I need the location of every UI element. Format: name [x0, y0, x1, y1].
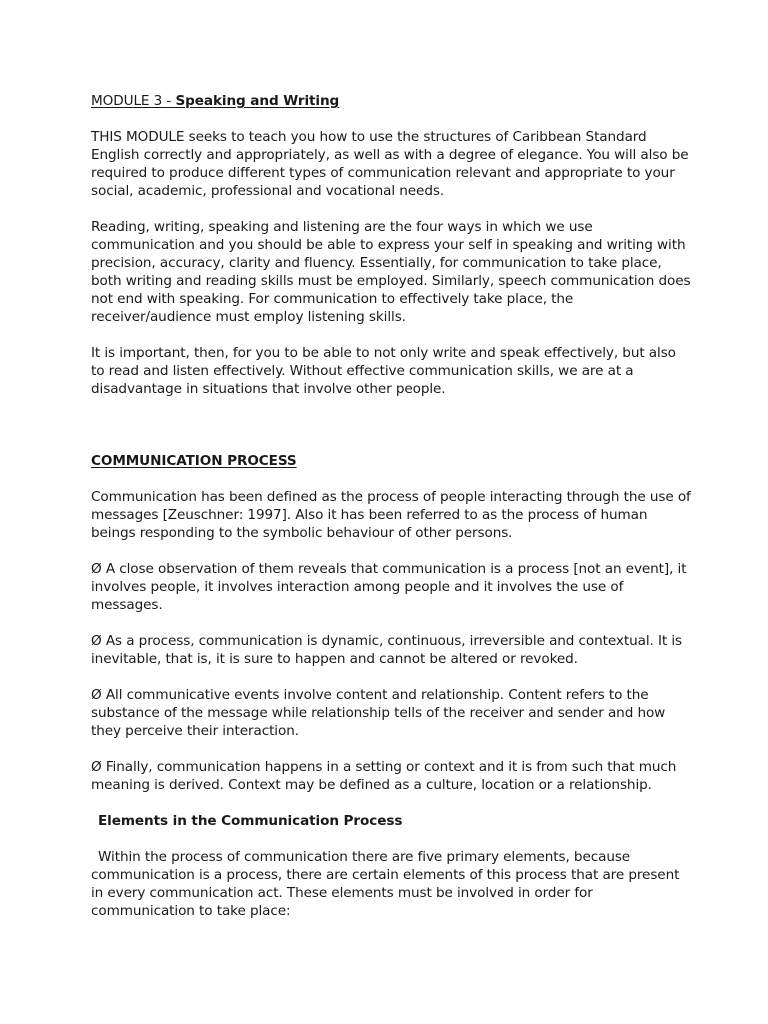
elements-paragraph: Within the process of communication there are five primary elements, because communication is a process, there are certain elements of this process that are present in every communication act. These elements must be involved in order for communication to take place:: [91, 849, 680, 919]
document-page: [91, 92, 691, 920]
point-paragraph-2: Ø As a process, communication is dynamic, continuous, irreversible and contextual. It is inevitable, that is, it is sure to happen and cannot be altered or revoked.: [91, 633, 682, 667]
point-paragraph-1: Ø A close observation of them reveals that communication is a process [not an event], it involves people, it involves interaction among people and it involves the use of messages.: [91, 561, 687, 613]
intro-paragraph-2: Reading, writing, speaking and listening are the four ways in which we use communication and you should be able to express your self in speaking and writing with precision, accuracy, clarity and fluency. Essentially, for communication to take place, both writing and reading skills must be employed. Similarly, speech communication does not end with speaking. For communication to effectively take place, the receiver/audience must employ listening skills.: [91, 219, 691, 325]
point-paragraph-4: Ø Finally, communication happens in a setting or context and it is from such that much meaning is derived. Context may be defined as a culture, location or a relationship.: [91, 759, 677, 793]
definition-paragraph: Communication has been defined as the process of people interacting through the use of messages [Zeuschner: 1997]. Also it has been referred to as the process of human beings responding to the symbolic behaviour of other persons.: [91, 489, 691, 541]
point-paragraph-3: Ø All communicative events involve content and relationship. Content refers to the substance of the message while relationship tells of the receiver and sender and how they perceive their interaction.: [91, 687, 666, 739]
intro-paragraph-1: THIS MODULE seeks to teach you how to use the structures of Caribbean Standard English correctly and appropriately, as well as with a degree of elegance. You will also be required to produce different types of communication relevant and appropriate to your social, academic, professional and vocational needs.: [91, 129, 689, 199]
communication-process-heading: COMMUNICATION PROCESS: [91, 453, 297, 469]
elements-heading: Elements in the Communication Process: [98, 813, 403, 829]
module-subject: Speaking and Writing: [175, 93, 340, 109]
module-title: [91, 92, 691, 110]
intro-paragraph-3: It is important, then, for you to be able to not only write and speak effectively, but also to read and listen effectively. Without effective communication skills, we are at a disadvantage in situations that involve other people.: [91, 345, 676, 397]
module-prefix: MODULE 3 -: [91, 93, 176, 109]
